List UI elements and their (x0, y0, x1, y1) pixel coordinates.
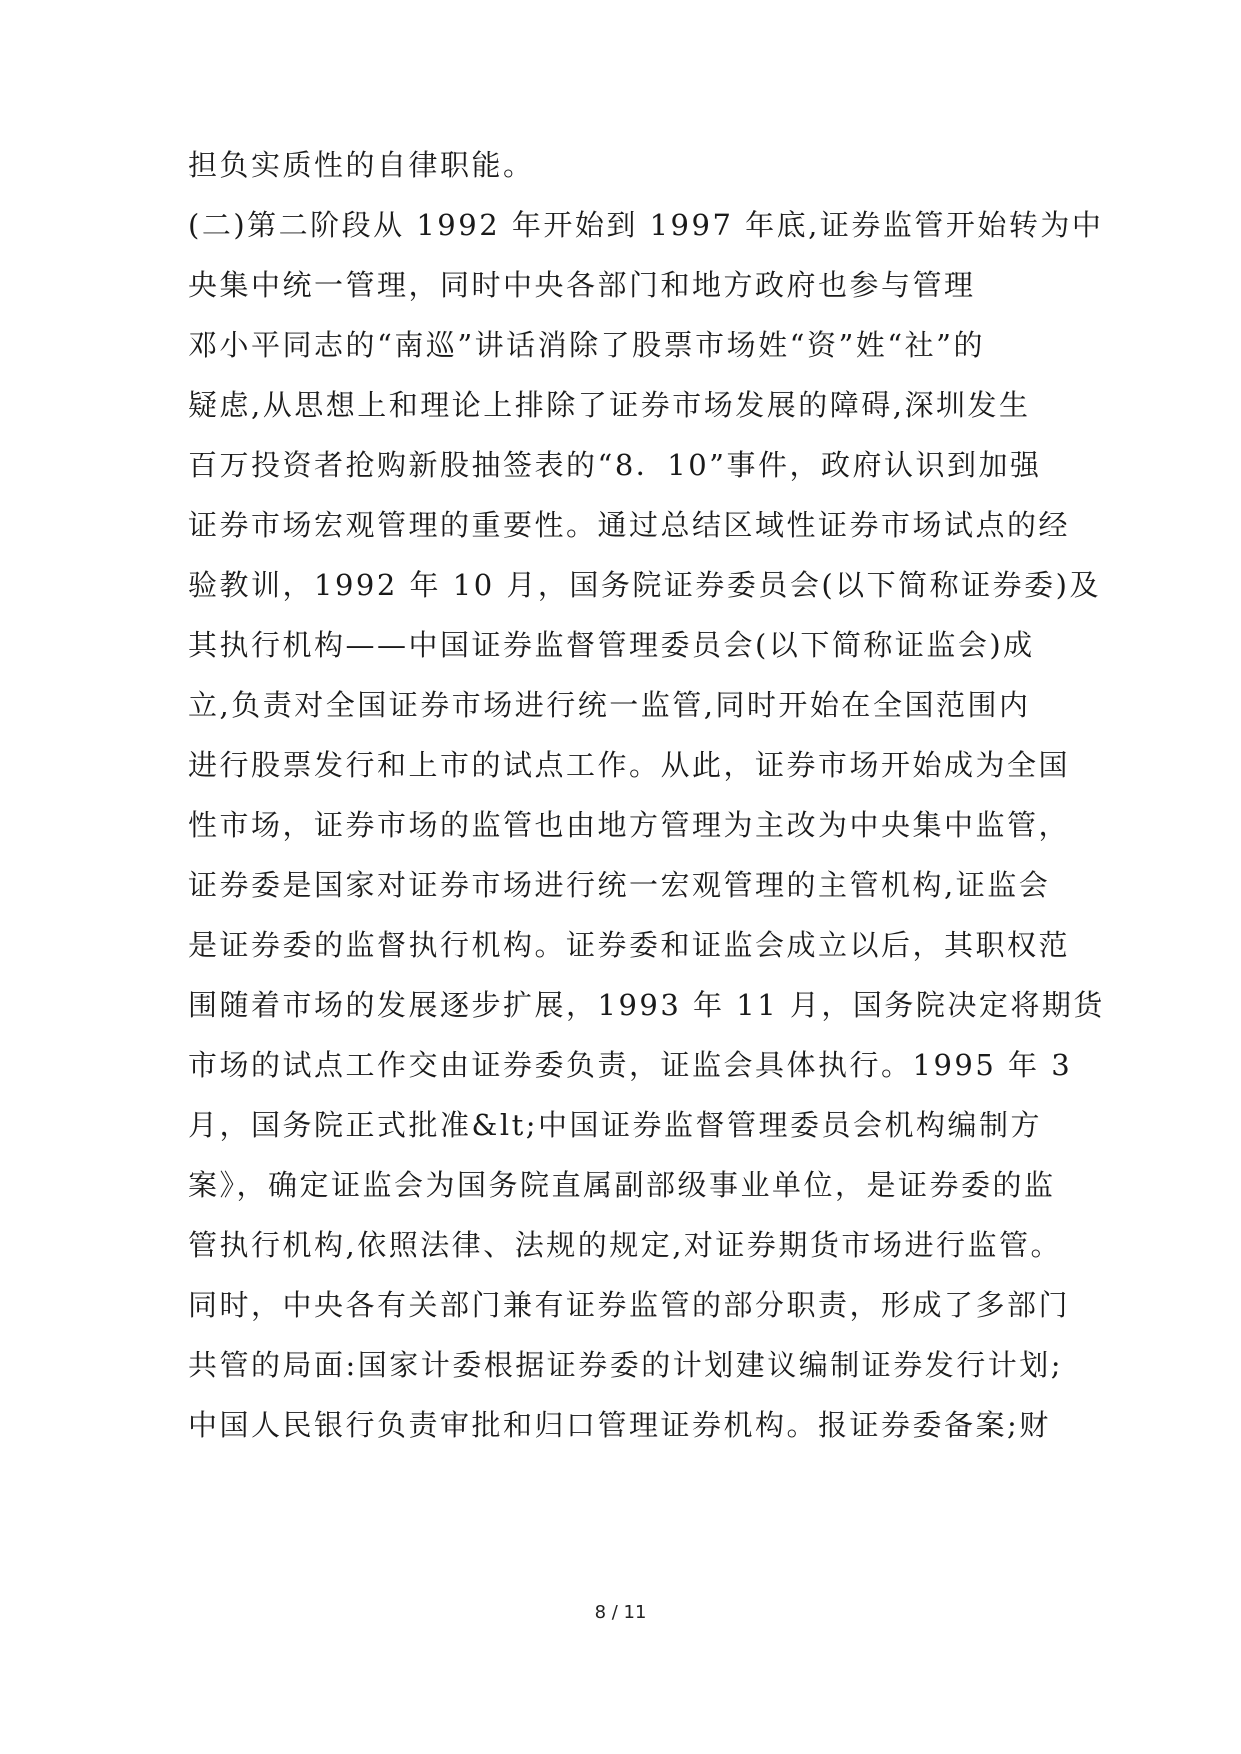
text-line: 是证券委的监督执行机构。证券委和证监会成立以后，其职权范 (188, 928, 1071, 962)
text-line: 中国人民银行负责审批和归口管理证券机构。报证券委备案;财 (188, 1408, 1051, 1442)
text-line: 证券委是国家对证券市场进行统一宏观管理的主管机构,证监会 (188, 868, 1051, 902)
text-line: 市场的试点工作交由证券委负责，证监会具体执行。1995 年 3 (188, 1048, 1073, 1082)
text-line: 案》，确定证监会为国务院直属副部级事业单位，是证券委的监 (188, 1168, 1056, 1202)
text-line: 月，国务院正式批准&lt;中国证券监督管理委员会机构编制方 (188, 1108, 1043, 1142)
section-heading-line: 央集中统一管理，同时中央各部门和地方政府也参与管理 (188, 268, 976, 302)
text-line: 其执行机构——中国证券监督管理委员会(以下简称证监会)成 (188, 628, 1035, 662)
text-line: 围随着市场的发展逐步扩展，1993 年 11 月，国务院决定将期货 (188, 988, 1105, 1022)
text-line: 疑虑,从思想上和理论上排除了证券市场发展的障碍,深圳发生 (188, 388, 1031, 422)
section-heading-line: (二)第二阶段从 1992 年开始到 1997 年底,证券监管开始转为中 (188, 208, 1104, 242)
text-line: 百万投资者抢购新股抽签表的“8．10”事件，政府认识到加强 (188, 448, 1042, 482)
text-line: 立,负责对全国证券市场进行统一监管,同时开始在全国范围内 (188, 688, 1031, 722)
text-line: 性市场，证券市场的监管也由地方管理为主改为中央集中监管， (188, 808, 1071, 842)
text-line: 进行股票发行和上市的试点工作。从此，证券市场开始成为全国 (188, 748, 1071, 782)
text-line: 担负实质性的自律职能。 (188, 148, 535, 182)
text-line: 证券市场宏观管理的重要性。通过总结区域性证券市场试点的经 (188, 508, 1071, 542)
text-line: 管执行机构,依照法律、法规的规定,对证券期货市场进行监管。 (188, 1228, 1062, 1262)
text-line: 共管的局面:国家计委根据证券委的计划建议编制证券发行计划; (188, 1348, 1064, 1382)
text-line: 验教训，1992 年 10 月，国务院证券委员会(以下简称证券委)及 (188, 568, 1101, 602)
page-number: 8 / 11 (594, 1602, 647, 1623)
text-line: 同时，中央各有关部门兼有证券监管的部分职责，形成了多部门 (188, 1288, 1071, 1322)
text-line: 邓小平同志的“南巡”讲话消除了股票市场姓“资”姓“社”的 (188, 328, 985, 362)
